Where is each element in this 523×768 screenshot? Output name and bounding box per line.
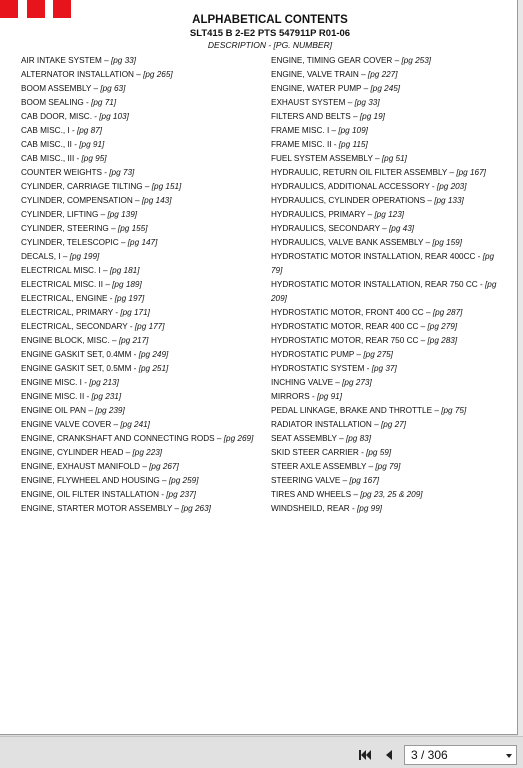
contents-entry[interactable] [21, 236, 261, 250]
entry-page-ref: [pg 91] [79, 140, 105, 149]
contents-entry[interactable] [271, 418, 511, 432]
contents-entry[interactable] [21, 320, 261, 334]
entry-page-ref: [pg 197] [114, 294, 145, 303]
entry-description: COUNTER WEIGHTS - [21, 168, 107, 177]
entry-description: PEDAL LINKAGE, BRAKE AND THROTTLE – [271, 406, 439, 415]
header-caption: DESCRIPTION - [PG. NUMBER] [207, 40, 333, 50]
entry-description: ENGINE BLOCK, MISC. – [21, 336, 117, 345]
entry-page-ref: [pg 155] [117, 224, 148, 233]
entry-description: ENGINE, EXHAUST MANIFOLD – [21, 462, 147, 471]
entry-description: HYDROSTATIC MOTOR, REAR 750 CC – [271, 336, 426, 345]
entry-page-ref: [pg 115] [338, 140, 368, 149]
entry-description: HYDRAULICS, VALVE BANK ASSEMBLY – [271, 238, 431, 247]
entry-page-ref: [pg 259] [168, 476, 199, 485]
contents-entry[interactable] [21, 376, 261, 390]
entry-page-ref: [pg 123] [374, 210, 405, 219]
entry-page-ref: [pg 279] [427, 322, 458, 331]
entry-description: CYLINDER, STEERING – [21, 224, 116, 233]
entry-page-ref: [pg 87] [76, 126, 103, 135]
entry-description: HYDRAULICS, ADDITIONAL ACCESSORY - [271, 182, 435, 191]
contents-entry[interactable] [271, 194, 511, 208]
contents-entry[interactable] [21, 334, 261, 348]
entry-page-ref: [pg 167] [349, 476, 380, 485]
first-page-button[interactable] [357, 748, 373, 762]
entry-page-ref: [pg 189] [112, 280, 142, 289]
contents-entry[interactable] [271, 54, 511, 68]
entry-page-ref: [pg 23, 25 & 209] [360, 490, 423, 499]
contents-entry[interactable] [271, 138, 511, 152]
entry-page-ref: [pg 63] [100, 84, 126, 93]
contents-entry[interactable] [271, 222, 511, 236]
page-header [0, 13, 518, 51]
entry-description: AIR INTAKE SYSTEM – [21, 56, 109, 65]
entry-page-ref: [pg 253] [401, 56, 432, 65]
entry-description: STEER AXLE ASSEMBLY – [271, 462, 374, 471]
contents-entry[interactable] [21, 474, 261, 488]
entry-description: HYDROSTATIC MOTOR, REAR 400 CC – [271, 322, 426, 331]
entry-description: ENGINE, FLYWHEEL AND HOUSING – [21, 476, 167, 485]
contents-entry[interactable] [21, 166, 261, 180]
contents-entry[interactable] [271, 334, 511, 348]
entry-description: CYLINDER, TELESCOPIC – [21, 238, 126, 247]
entry-description: INCHING VALVE – [271, 378, 340, 387]
contents-entry[interactable] [271, 278, 507, 306]
contents-entry[interactable] [271, 474, 511, 488]
entry-description: DECALS, I – [21, 252, 68, 261]
entry-description: CAB MISC., I - [21, 126, 75, 135]
contents-entry[interactable] [271, 250, 507, 278]
contents-entry[interactable] [21, 110, 261, 124]
entry-page-ref: [pg 239] [95, 406, 125, 415]
entry-description: ENGINE, VALVE TRAIN – [271, 70, 366, 79]
entry-description: FILTERS AND BELTS – [271, 112, 358, 121]
contents-entry[interactable] [271, 82, 511, 96]
entry-description: HYDROSTATIC PUMP – [271, 350, 362, 359]
entry-page-ref: [pg 27] [380, 420, 406, 429]
entry-page-ref: [pg 79] [375, 462, 401, 471]
entry-description: HYDRAULICS, SECONDARY – [271, 224, 387, 233]
entry-description: ELECTRICAL, SECONDARY - [21, 322, 133, 331]
contents-entry[interactable] [271, 68, 511, 82]
contents-entry[interactable] [271, 362, 511, 376]
entry-page-ref: [pg 181] [109, 266, 140, 275]
vertical-scrollbar[interactable] [518, 0, 523, 736]
entry-page-ref: [pg 199] [69, 252, 100, 261]
entry-description: MIRRORS - [271, 392, 315, 401]
entry-description: ELECTRICAL MISC. II – [21, 280, 110, 289]
entry-page-ref: [pg 209] [271, 280, 497, 303]
entry-description: CYLINDER, COMPENSATION – [21, 196, 140, 205]
contents-entry[interactable] [271, 306, 511, 320]
entry-page-ref: [pg 79] [271, 252, 495, 275]
contents-entry[interactable] [21, 82, 261, 96]
entry-description: CAB DOOR, MISC. - [21, 112, 97, 121]
entry-page-ref: [pg 273] [342, 378, 372, 387]
entry-page-ref: [pg 249] [138, 350, 169, 359]
contents-entry[interactable] [21, 404, 261, 418]
entry-page-ref: [pg 231] [91, 392, 122, 401]
contents-entry[interactable] [271, 236, 511, 250]
entry-description: ENGINE GASKIT SET, 0.5MM - [21, 364, 137, 373]
viewer-toolbar [0, 736, 523, 768]
entry-description: HYDRAULIC, RETURN OIL FILTER ASSEMBLY – [271, 168, 455, 177]
entry-description: FRAME MISC. II - [271, 140, 337, 149]
entry-description: ENGINE OIL PAN – [21, 406, 93, 415]
skip-to-start-icon [358, 748, 372, 762]
entry-page-ref: [pg 109] [338, 126, 368, 135]
entry-description: RADIATOR INSTALLATION – [271, 420, 379, 429]
entry-page-ref: [pg 33] [354, 98, 380, 107]
entry-description: HYDROSTATIC SYSTEM - [271, 364, 370, 373]
entry-page-ref: [pg 265] [143, 70, 173, 79]
entry-page-ref: [pg 43] [389, 224, 415, 233]
contents-entry[interactable] [271, 208, 511, 222]
contents-entry[interactable] [271, 502, 511, 516]
entry-description: HYDROSTATIC MOTOR INSTALLATION, REAR 750 CC - [271, 280, 483, 289]
entry-page-ref: [pg 227] [367, 70, 398, 79]
entry-description: ENGINE, WATER PUMP – [271, 84, 369, 93]
contents-entry[interactable] [21, 222, 261, 236]
entry-description: CYLINDER, CARRIAGE TILTING – [21, 182, 150, 191]
entry-description: SEAT ASSEMBLY – [271, 434, 344, 443]
contents-entry[interactable] [21, 152, 261, 166]
entry-description: HYDROSTATIC MOTOR, FRONT 400 CC – [271, 308, 431, 317]
entry-page-ref: [pg 237] [166, 490, 196, 499]
previous-page-icon [384, 748, 394, 762]
entry-page-ref: [pg 139] [107, 210, 138, 219]
contents-entry[interactable] [271, 96, 511, 110]
entry-page-ref: [pg 167] [456, 168, 486, 177]
entry-page-ref: [pg 151] [151, 182, 182, 191]
entry-page-ref: [pg 171] [120, 308, 150, 317]
contents-entry[interactable] [21, 488, 261, 502]
entry-page-ref: [pg 19] [359, 112, 385, 121]
entry-page-ref: [pg 245] [370, 84, 401, 93]
contents-entry[interactable] [271, 376, 511, 390]
entry-description: FRAME MISC. I – [271, 126, 337, 135]
contents-entry[interactable] [21, 362, 261, 376]
contents-entry[interactable] [271, 460, 511, 474]
contents-entry[interactable] [21, 460, 261, 474]
entry-page-ref: [pg 59] [366, 448, 392, 457]
entry-page-ref: [pg 263] [181, 504, 211, 513]
contents-left-column [21, 54, 261, 516]
entry-description: ENGINE MISC. I - [21, 378, 87, 387]
entry-page-ref: [pg 251] [138, 364, 169, 373]
entry-description: HYDRAULICS, PRIMARY – [271, 210, 373, 219]
entry-page-ref: [pg 133] [434, 196, 464, 205]
contents-right-column [271, 54, 511, 516]
contents-entry[interactable] [271, 488, 511, 502]
entry-description: HYDROSTATIC MOTOR INSTALLATION, REAR 400CC - [271, 252, 481, 261]
entry-page-ref: [pg 275] [363, 350, 393, 359]
entry-page-ref: [pg 203] [436, 182, 467, 191]
contents-entry[interactable] [21, 306, 261, 320]
entry-page-ref: [pg 73] [109, 168, 135, 177]
contents-entry[interactable] [21, 180, 261, 194]
entry-page-ref: [pg 51] [381, 154, 407, 163]
entry-description: ENGINE MISC. II - [21, 392, 90, 401]
entry-description: WINDSHEILD, REAR - [271, 504, 355, 513]
page-title: ALPHABETICAL CONTENTS [192, 14, 348, 26]
entry-description: ENGINE, CRANKSHAFT AND CONNECTING RODS – [21, 434, 222, 443]
entry-description: ENGINE, TIMING GEAR COVER – [271, 56, 400, 65]
contents-entry[interactable] [271, 110, 511, 124]
entry-page-ref: [pg 217] [118, 336, 149, 345]
entry-description: HYDRAULICS, CYLINDER OPERATIONS – [271, 196, 432, 205]
chevron-down-icon [506, 754, 512, 758]
entry-page-ref: [pg 177] [134, 322, 165, 331]
entry-page-ref: [pg 267] [149, 462, 179, 471]
entry-page-ref: [pg 269] [223, 434, 254, 443]
entry-description: ENGINE, STARTER MOTOR ASSEMBLY – [21, 504, 180, 513]
entry-page-ref: [pg 159] [432, 238, 462, 247]
contents-entry[interactable] [271, 152, 511, 166]
entry-description: ELECTRICAL, ENGINE - [21, 294, 113, 303]
contents-entry[interactable] [21, 278, 261, 292]
entry-page-ref: [pg 287] [432, 308, 463, 317]
entry-description: ENGINE GASKIT SET, 0.4MM - [21, 350, 137, 359]
contents-entry[interactable] [21, 446, 261, 460]
contents-entry[interactable] [271, 124, 511, 138]
entry-description: STEERING VALVE – [271, 476, 348, 485]
entry-description: CAB MISC., III - [21, 154, 80, 163]
contents-entry[interactable] [21, 96, 261, 110]
entry-description: FUEL SYSTEM ASSEMBLY – [271, 154, 380, 163]
contents-entry[interactable] [21, 208, 261, 222]
entry-description: ELECTRICAL, PRIMARY - [21, 308, 119, 317]
entry-page-ref: [pg 71] [91, 98, 117, 107]
contents-entry[interactable] [21, 54, 261, 68]
entry-page-ref: [pg 91] [316, 392, 342, 401]
entry-page-ref: [pg 143] [141, 196, 172, 205]
entry-page-ref: [pg 75] [441, 406, 467, 415]
entry-description: ENGINE VALVE COVER – [21, 420, 119, 429]
page-number-select[interactable] [404, 745, 517, 765]
entry-description: SKID STEER CARRIER - [271, 448, 364, 457]
contents-entry[interactable] [21, 390, 261, 404]
entry-page-ref: [pg 241] [120, 420, 150, 429]
contents-entry[interactable] [271, 180, 511, 194]
contents-entry[interactable] [21, 418, 261, 432]
contents-entry[interactable] [21, 264, 261, 278]
previous-page-button[interactable] [382, 748, 396, 762]
contents-entry[interactable] [21, 432, 257, 446]
contents-entry[interactable] [271, 446, 511, 460]
entry-page-ref: [pg 223] [132, 448, 163, 457]
contents-entry[interactable] [271, 404, 511, 418]
entry-page-ref: [pg 283] [427, 336, 458, 345]
entry-page-ref: [pg 33] [110, 56, 136, 65]
entry-description: ENGINE, CYLINDER HEAD – [21, 448, 131, 457]
entry-page-ref: [pg 83] [345, 434, 371, 443]
entry-page-ref: [pg 37] [371, 364, 397, 373]
contents-entry[interactable] [271, 348, 511, 362]
contents-entry[interactable] [271, 320, 511, 334]
contents-entry[interactable] [21, 124, 261, 138]
entry-description: EXHAUST SYSTEM – [271, 98, 353, 107]
contents-entry[interactable] [21, 348, 261, 362]
contents-entry[interactable] [271, 432, 511, 446]
page-indicator-text: 3 / 306 [411, 748, 448, 762]
contents-entry[interactable] [271, 166, 511, 180]
entry-page-ref: [pg 99] [356, 504, 383, 513]
page-subtitle: SLT415 B 2-E2 PTS 547911P R01-06 [189, 28, 351, 39]
entry-page-ref: [pg 213] [89, 378, 119, 387]
contents-entry[interactable] [271, 390, 511, 404]
contents-entry[interactable] [21, 194, 261, 208]
entry-description: ELECTRICAL MISC. I – [21, 266, 108, 275]
contents-entry[interactable] [21, 138, 261, 152]
entry-page-ref: [pg 103] [99, 112, 129, 121]
entry-description: ALTERNATOR INSTALLATION – [21, 70, 141, 79]
entry-description: BOOM ASSEMBLY – [21, 84, 99, 93]
contents-entry[interactable] [21, 68, 261, 82]
contents-entry[interactable] [21, 292, 261, 306]
entry-description: BOOM SEALING - [21, 98, 89, 107]
entry-page-ref: [pg 147] [127, 238, 158, 247]
entry-description: CYLINDER, LIFTING – [21, 210, 106, 219]
entry-description: TIRES AND WHEELS – [271, 490, 358, 499]
entry-description: ENGINE, OIL FILTER INSTALLATION - [21, 490, 164, 499]
contents-entry[interactable] [21, 250, 261, 264]
entry-page-ref: [pg 95] [81, 154, 107, 163]
entry-description: CAB MISC., II - [21, 140, 77, 149]
contents-entry[interactable] [21, 502, 261, 516]
